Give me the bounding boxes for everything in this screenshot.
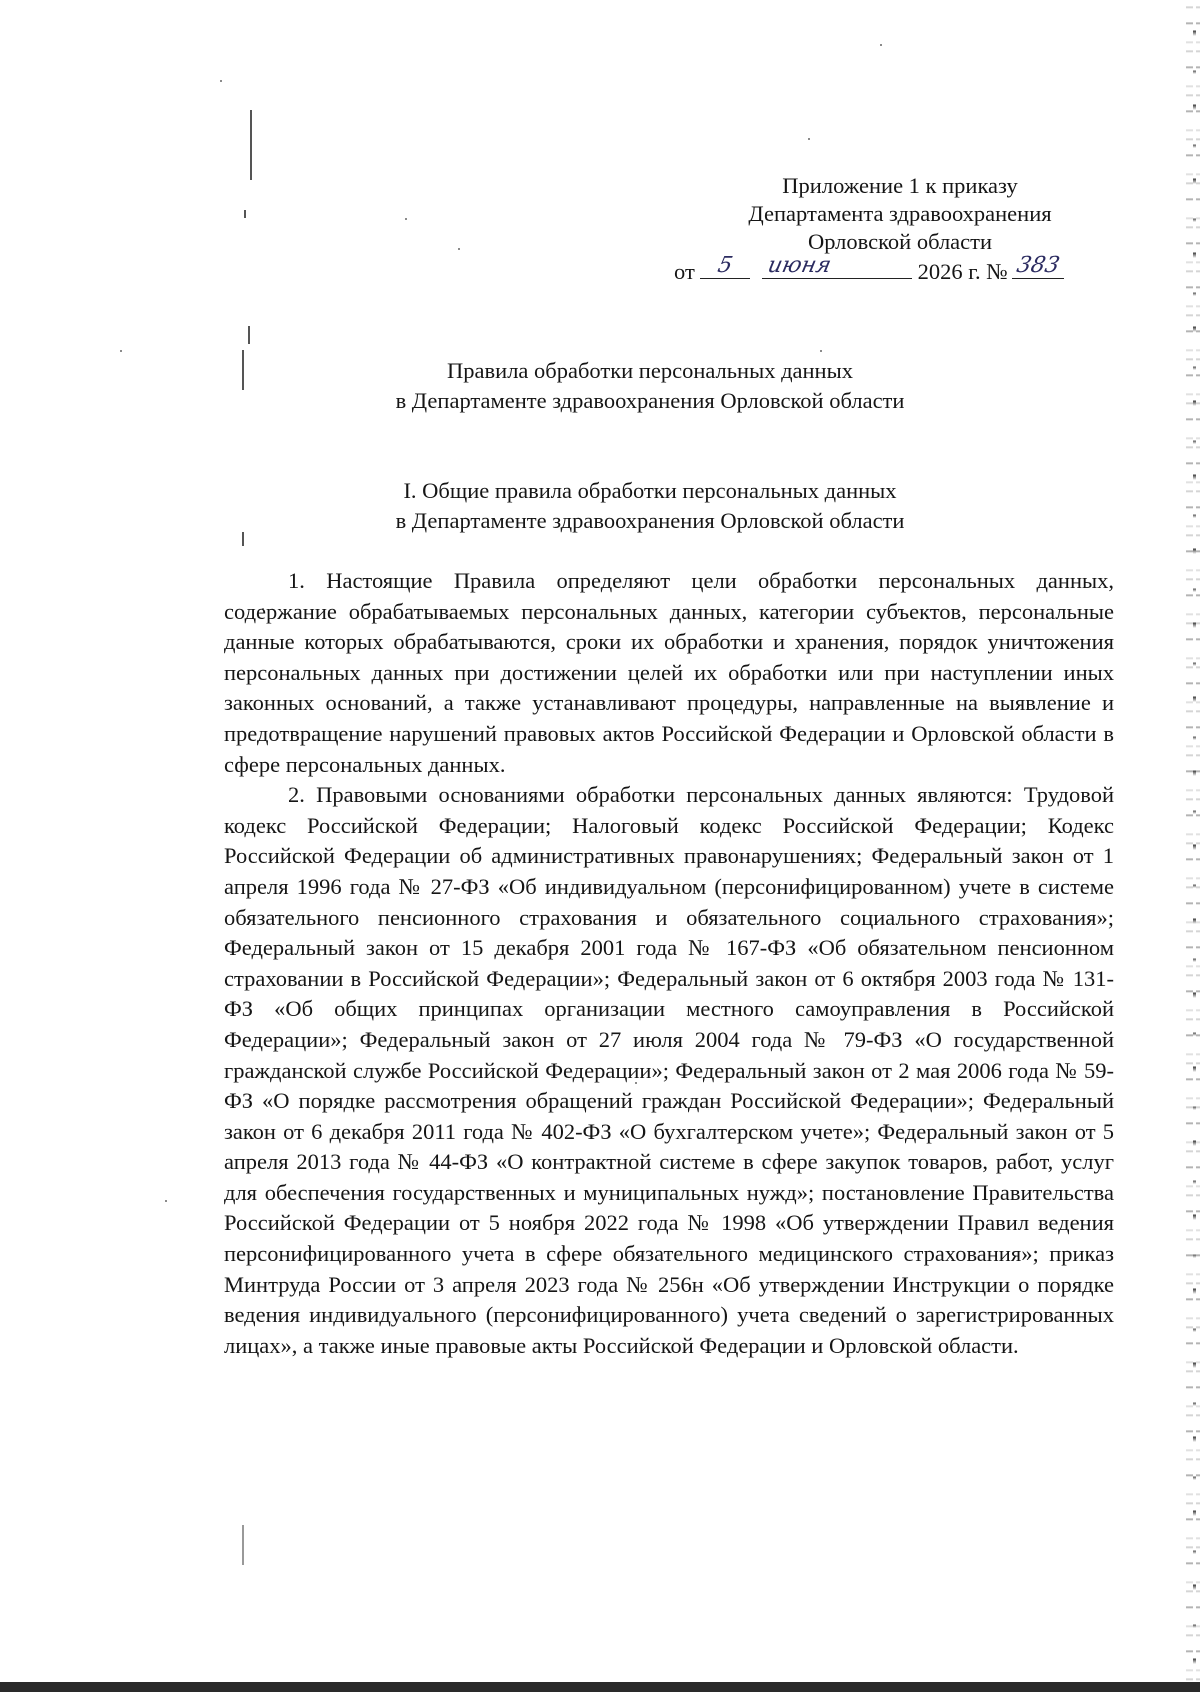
scan-bottom-edge — [0, 1682, 1200, 1692]
binding-mark — [244, 210, 246, 218]
number-blank — [1012, 253, 1064, 279]
month-blank — [762, 253, 912, 279]
document-title-line-1: Правила обработки персональных данных — [447, 358, 853, 383]
binding-mark — [242, 1525, 244, 1565]
appendix-line-3: Орловской области — [807, 229, 993, 254]
document-body — [224, 566, 1114, 1361]
year-and-number-label: 2026 г. № — [917, 259, 1008, 284]
scan-speck — [880, 44, 882, 46]
appendix-line-2: Департамента здравоохранения — [748, 201, 1052, 226]
scan-speck — [220, 80, 222, 82]
handwritten-day: 5 — [715, 253, 736, 278]
date-prefix: от — [674, 259, 695, 284]
order-date-line — [674, 253, 1120, 286]
section-title-line-1: I. Общие правила обработки персональных данных — [403, 478, 897, 503]
section-title-line-2: в Департаменте здравоохранения Орловской области — [395, 508, 905, 533]
appendix-header — [674, 172, 1120, 286]
scan-speck — [120, 350, 122, 352]
day-blank — [700, 253, 750, 279]
appendix-line-1: Приложение 1 к приказу — [782, 173, 1018, 198]
document-title-line-2: в Департаменте здравоохранения Орловской области — [395, 388, 905, 413]
scan-speck — [820, 350, 822, 352]
scan-edge-noise-dark — [1193, 0, 1196, 1692]
section-title — [220, 476, 1080, 536]
binding-mark — [248, 326, 250, 344]
handwritten-order-number: 383 — [1014, 253, 1062, 278]
scan-speck — [808, 138, 810, 140]
paragraph-1: 1. Настоящие Правила определяют цели обработки персональных данных, содержание обрабатываемых персональных данных, категории субъектов, персональные данные которых обрабатываются, сроки их обработки и хранения, порядок уничтожения персональных данных при достижении целей их обработки или при наступлении иных законных оснований, а также устанавливают процедуры, направленные на выявление и предотвращение нарушений правовых актов Российской Федерации и Орловской области в сфере персональных данных. — [224, 568, 1114, 777]
binding-mark — [250, 110, 252, 180]
scan-speck — [165, 1200, 167, 1202]
handwritten-month: июня — [765, 253, 834, 278]
scan-speck — [458, 248, 460, 250]
paragraph-2: 2. Правовыми основаниями обработки персональных данных являются: Трудовой кодекс Российской Федерации; Налоговый кодекс Российской Федерации; Кодекс Российской Федерации об административных правонарушениях; Федеральный закон от 1 апреля 1996 года № 27-ФЗ «Об индивидуальном (персонифицированном) учете в системе обязательного пенсионного страхования и обязательного социального страхования»; Федеральный закон от 15 декабря 2001 года № 167-ФЗ «Об обязательном пенсионном страховании в Российской Федерации»; Федеральный закон от 6 октября 2003 года № 131-ФЗ «Об общих принципах организации местного самоуправления в Российской Федерации»; Федеральный закон от 27 июля 2004 года № 79-ФЗ «О государственной гражданской службе Российской Федерации»; Федеральный закон от 2 мая 2006 года № 59-ФЗ «О порядке рассмотрения обращений граждан Российской Федерации»; Федеральный закон от 6 декабря 2011 года № 402-ФЗ «О бухгалтерском учете»; Федеральный закон от 5 апреля 2013 года № 44-ФЗ «О контрактной системе в сфере закупок товаров, работ, услуг для обеспечения государственных и муниципальных нужд»; постановление Правительства Российской Федерации от 5 ноября 2022 года № 1998 «Об утверждении Правил ведения персонифицированного учета в сфере обязательного медицинского страхования»; приказ Минтруда России от 3 апреля 2023 года № 256н «Об утверждении Инструкции о порядке ведения индивидуального (персонифицированного) учета сведений о зарегистрированных лицах», а также иные правовые акты Российской Федерации и Орловской области. — [224, 782, 1114, 1358]
scan-speck — [405, 218, 407, 220]
document-title — [220, 356, 1080, 416]
